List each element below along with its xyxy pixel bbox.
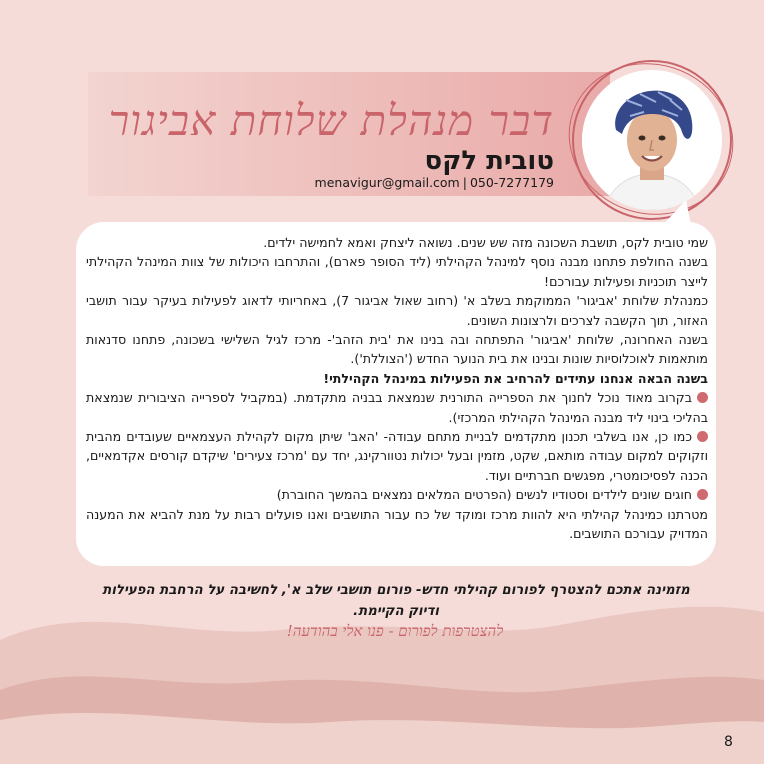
phone-number[interactable]: 050-7277179 — [469, 175, 554, 190]
list-item — [86, 485, 708, 504]
list-item-text: בקרוב מאוד נוכל לחנוך את הספרייה התורנית שנמצאת בבניה מתקדמת. (במקביל לספרייה הציבורית שנמצאת בהליכי בינוי ליד מבנה המינהל הקהילתי המרכזי). — [86, 390, 708, 425]
body-text — [86, 233, 708, 544]
forum-invite: מזמינה אתכם להצטרף לפורום קהילתי חדש- פורום תושבי שלב א', לחשיבה על הרחבת הפעילות ודיוק הקיימת. — [102, 583, 690, 619]
email-link[interactable]: menavigur@gmail.com — [314, 175, 460, 190]
closing-paragraph: מטרתנו כמינהל קהילתי היא להוות מרכז ומוקד של כח עבור התושבים ואנו פועלים רבות על מנת להביא את המענה המדויק עבורכם התושבים. — [86, 506, 708, 542]
intro-paragraph: שמי טובית לקס, תושבת השכונה מזה שש שנים. נשואה ליצחק ואמא לחמישה ילדים. — [263, 235, 708, 250]
page-title: דבר מנהלת שלוחת אביגור — [108, 96, 554, 145]
list-item — [86, 388, 708, 427]
paragraph-branch-manager: כמנהלת שלוחת 'אביגור' הממוקמת בשלב א' (רחוב שאול אביגור 7), באחריותי לדאוג לפעילות בעיקר עבור תושבי האזור, תוך הקשבה לצרכים ולרצונות השונים. — [86, 293, 708, 328]
bullet-icon — [697, 431, 708, 442]
author-name: טובית לקס — [424, 146, 554, 176]
paragraph-new-building: בשנה החולפת פתחנו מבנה נוסף למינהל הקהילתי (ליד הסופר פארם), והתרחבו היכולות של צוות המינהל הקהילתי לייצר תוכניות ופעילות עבורכם! — [86, 254, 708, 289]
contact-separator: | — [462, 175, 467, 190]
list-item — [86, 427, 708, 485]
portrait-illustration — [582, 70, 722, 210]
list-item-text: כמו כן, אנו בשלבי תכנון מתקדמים לבניית מתחם עבודה- 'האב' שיתן מקום לקהילת העצמאיים שעובדים מהבית וזקוקים למקום עבודה מותאם, שקט, מזמין ובעל יכולות נטוורקינג, יחד עם 'מרכז צעירים' שיקדם קורסים אקדמאיים, הכנה לפסיכומטרי, מפגשים חברתיים ועוד. — [86, 429, 708, 483]
paragraph-last-year: בשנה האחרונה, שלוחת 'אביגור' התפתחה ובה בנינו את 'בית הזהב'- מרכז לגיל השלישי בשכונה, פתחנו סדנאות מותאמות לאוכלוסיות שונות ובנינו את בית הנוער החדש ('הצוללת'). — [86, 332, 708, 367]
list-item-text: חוגים שונים לילדים וסטודיו לנשים (הפרטים המלאים נמצאים בהמשך החוברת) — [276, 487, 692, 503]
bullet-icon — [697, 489, 708, 500]
page-number: 8 — [724, 734, 733, 750]
join-forum-note: להצטרפות לפורום - פנו אלי בהודעה! — [286, 622, 504, 640]
avatar — [582, 70, 722, 210]
bullet-icon — [697, 392, 708, 403]
next-year-heading: בשנה הבאה אנחנו עתידים להרחיב את הפעילות במינהל הקהילתי! — [323, 370, 708, 386]
contact-line — [315, 175, 554, 190]
